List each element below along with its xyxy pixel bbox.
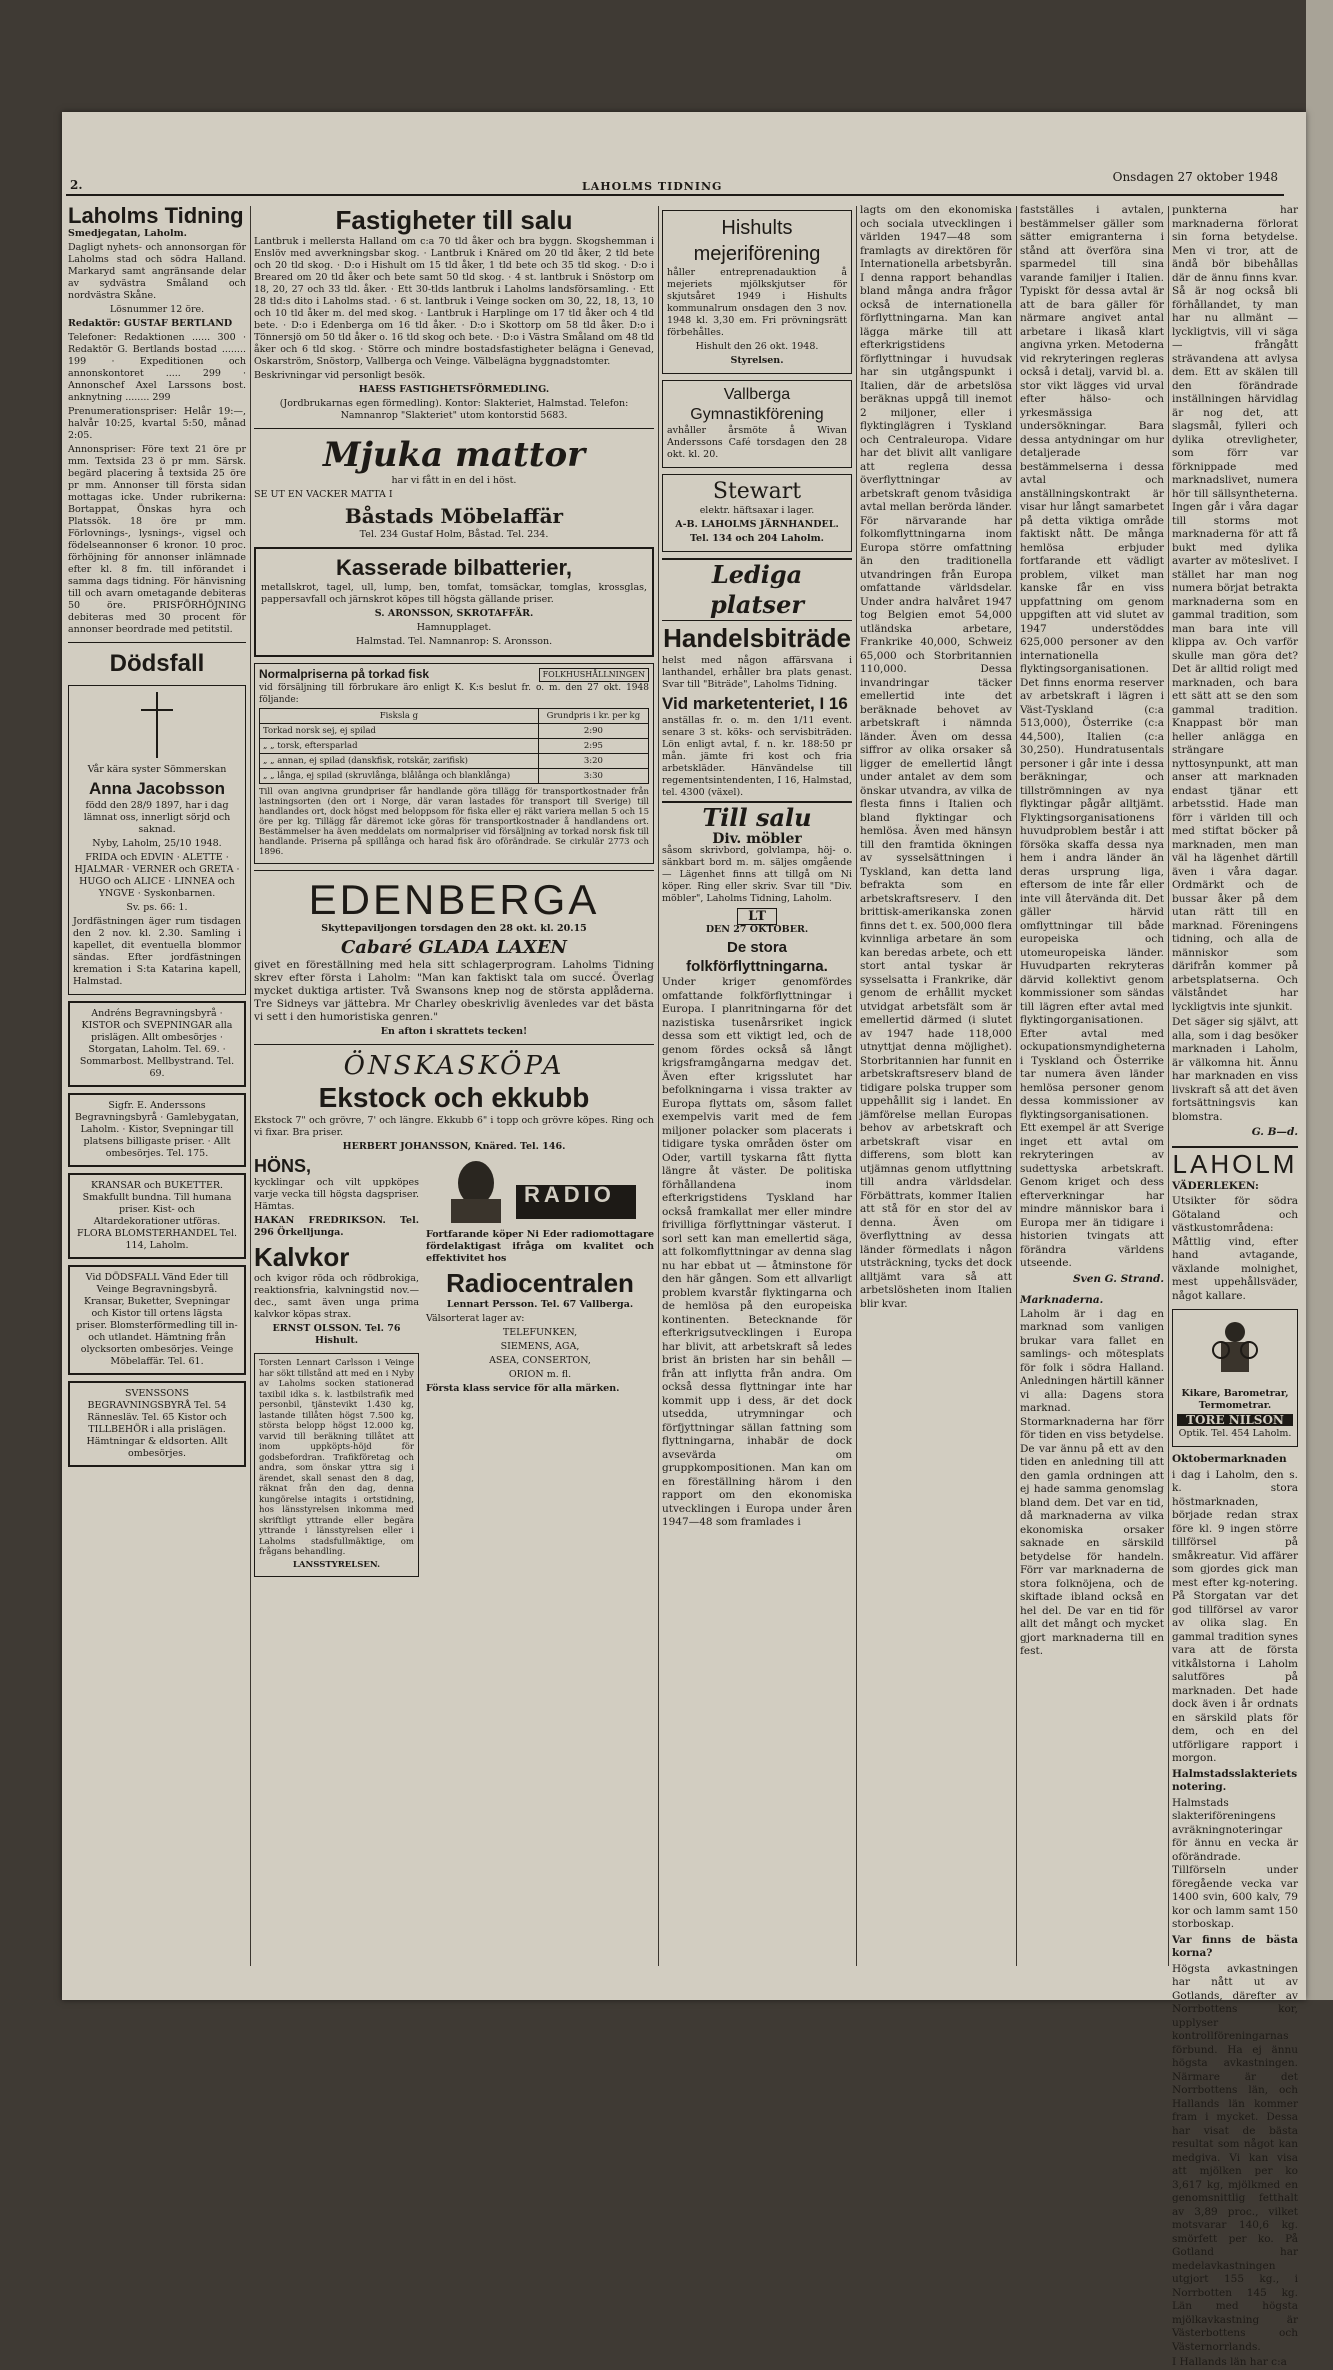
column-divider <box>1016 206 1017 1966</box>
table-row <box>260 724 649 739</box>
table-cell: 3:20 <box>538 754 648 769</box>
october-market-text: i dag i Laholm, den s. k. stora höstmarknaden, började redan strax före kl. 9 ingen större tillförsel på småkreatur. Vid affärer som gjordes gick man mest efter kg-notering. På Storgatan var det god tillförsel av varor av olika slag. En gammal tradition synes vara att de första vitkålstorna i Laholm salutföres på marknaden. Det hade dock även i år ordnats en särskild plats för dem, och en del utförligare rapport i morgon. <box>1172 1468 1298 1764</box>
radio-brand: SIEMENS, AGA, <box>500 1341 580 1352</box>
header-rule <box>66 194 1284 196</box>
real-estate-contact: (Jordbrukarnas egen förmedling). Kontor: Slakteriet, Halmstad. Telefon: Namnanrop "Slakteriet" utom kontorstid 5683. <box>279 398 629 421</box>
masthead-price: Lösnummer 12 öre. <box>109 304 205 315</box>
column-divider <box>1168 206 1169 1966</box>
ads-left <box>254 1155 419 1583</box>
paper-name: LAHOLMS TIDNING <box>582 180 723 193</box>
radio-brands-intro: Välsorterat lager av: <box>426 1313 525 1324</box>
fish-note: Till ovan angivna grundpriser får handlande göra tillägg för transportkostnader från lastningsorten (den ort i Norge, där varan lastades för transport till Sverige) till handlandes ort, dock högst med beloppsom för fiska eller ej räkt variera mellan 5 och 15 öre per kg. Tillägg får däremot icke göras för transportkostnader å handlandens ort. Bestämmelser ha även meddelats om normalpriser vid försäljning av torkad norsk fisk till handlande. Priserna på spillånga och harad fisk äro oförändrade. Se cirkulär 2773 och 1896. <box>259 787 649 857</box>
ad-batteries <box>254 547 654 657</box>
masthead-title: Laholms Tidning <box>68 203 244 228</box>
real-estate-heading: Fastigheter till salu <box>335 205 573 235</box>
ad-veinge: Vid DÖDSFALL Vänd Eder till Veinge Begravningsbyrå. Kransar, Buketter, Svepningar och Kistor till ortens lägsta priser. Blomsterförmedling till in- och utlandet. Hämtning från olycksorten ombesörjes. Veinge Möbelaffär. Tel. 61. <box>68 1265 246 1375</box>
lower-ads <box>254 1155 654 1625</box>
death-psalm: Sv. ps. 66: 1. <box>126 902 188 913</box>
divider <box>254 1044 654 1045</box>
dairy-sign: Styrelsen. <box>730 355 784 366</box>
fish-price-table <box>259 708 649 784</box>
gym-text: avhåller årsmöte å Wivan Anderssons Café torsdagen den 28 okt. kl. 20. <box>667 425 847 460</box>
ad-stewart <box>662 474 852 552</box>
table-cell: „ „ torsk, eftersparlad <box>260 739 539 754</box>
county-notice <box>254 1353 419 1577</box>
shop-assistant-text: helst med någon affärsvana i lanthandel, erhåller bra plats genast. Svar till "Biträde", Laholms Tidning. <box>662 655 852 690</box>
weather-text: Utsikter för södra Götaland och västkustområdena: Måttlig vind, efter hand avtagande, växlande molnighet, mest uppehållsväder, något kallare. <box>1172 1195 1298 1302</box>
rugs-heading: Mjuka mattor <box>322 435 586 475</box>
death-name: Anna Jacobsson <box>88 779 226 798</box>
divider <box>254 428 654 429</box>
wanted-item: Ekstock och ekkubb <box>318 1082 590 1113</box>
fish-price-notice <box>254 663 654 864</box>
wanted-heading: ÖNSKASKÖPA <box>343 1051 565 1081</box>
ad-svenssons: SVENSSONS BEGRAVNINGSBYRÅ Tel. 54 Rännesläv. Tel. 65 Kistor och TILLBEHÖR i alla prislägen. Hämtningar & eldsorten. Allt ombesörjes. <box>68 1381 246 1467</box>
article-signature: Sven G. Strand. <box>1073 1272 1164 1285</box>
column-2 <box>254 204 654 1964</box>
cows-text: Högsta avkastningen har nått ut av Gotlands, därefter av Norrbottens kor, upplyser kontrollföreningarnas förbund. Ha ej ännu högsta avkastningen. Närmare är det Norrbottens län, och Hallands län kommer fram i mycket. Dessa har visat de bästa resultat som något kan medgiva. Vi kan visa att mjölken per ko 3,617 kg, mjölkmed en genomsnittlig fetthalt av 3,89 proc., vilket motsvarar 140,6 kg. smörfett per ko. På Gotland har medelavkastningen utgjort 155 kg., i Norrbotten 145 kg. Län med högsta mjölkavkastning är Västerbottens och Västernorrlands. <box>1172 1962 1298 2353</box>
lt-date: DEN 27 OKTOBER. <box>705 924 809 935</box>
cross-icon <box>137 690 177 760</box>
batteries-addr: Hamnupplaget. <box>416 622 492 633</box>
table-cell: „ „ långa, ej spilad (skruvlånga, blålånga och blanklånga) <box>260 769 539 784</box>
october-market-heading: Oktobermarknaden <box>1172 1453 1287 1465</box>
table-cell: 3:30 <box>538 769 648 784</box>
radio-firm: Radiocentralen <box>446 1268 634 1298</box>
markets-text: Laholm är i dag en marknad som vanligen brukar vara fallet en samlings- och mötesplats för folk i södra Halland. Anledningen härtill känner vi alla: Dagens stora marknad. Stormarknaderna har förr för tiden en viss betydelse. De var ännu på ett av den tiden en anledning till att den gamla ordningen att ej hade samma genomslag bland dem. Det var en tid, då marknaderna av vilka ekonomiska orsaker saknade en särskild betydelse för handeln. Förr var marknaderna de stora folknöjena, och de skiftade ibland också en hel del. De var en tid för allt det mångt och mycket gjort marknaderna till en fest. <box>1020 1307 1164 1657</box>
rugs-sub: har vi fått in en del i höst. <box>391 475 517 486</box>
table-cell: Torkad norsk sej, ej spilad <box>260 724 539 739</box>
optician-contact: Optik. Tel. 454 Laholm. <box>1178 1428 1292 1439</box>
masthead-subscription: Prenumerationspriser: Helår 19:—, halvår 10:25, kvartal 5:50, månad 2:05. <box>68 406 246 441</box>
article-continued: lagts om den ekonomiska och sociala utvecklingen i världen 1947—48 som framlagts av direktören för Internationella arbetsbyrån. I denna rapport behandlas bland många andra frågor också de internationella förflyttningarna. Man kan lägga märke till att efterkrigstidens förflyttningar i huvudsak har sin utgångspunkt i Italien, där de arbetslösa beräknas uppgå till inemot 2 miljoner, eller i flyktinglägren i Tyskland och Centraleuropa. Vidare har det blivit allt vanligare att regleпа dessa överflyttningar av arbetskraft genom tvåsidiga avtal mellan berörda länder. För närvarande har folkomflyttningarna inom Europa större omfattning än den traditionella utvandringen från Europa omfattande världsdelar. Under andra halvåret 1947 tog Belgien emot 54,000 utländska arbetare, Frankrike 40,000, Schweiz 65,000 och Storbritannien 110,000. Dessa invandringar täcker emellertid inte det beräknade behovet av arbetskraft i nämnda länder. Även om dessa siffror av olika orsaker så ligger de emellertid långt under antalet av dem som önskar utvandra, av vilka de flesta finns i Italien och bland flyktingar och hemlösa. Även med hänsyn till den framtida ökningen av sysselsättningen i Tyskland, kan detta land befrakta som en arbetskraftsreserv. I den brittisk-amerikanska zonen finns det t. ex. 500,000 flera kvinnliga arbetare än som kan beredas arbete, och ett stort antal tyskar är sysselsatta i Frankrike, där genom de erhållit mycket utvidgat arbetsfält som är emellertid därmed (i slutet av 1947 hade 118,000 utnyttjat denna möjlighet). Storbritannien har funnit en arbetskraftsreserv bland de tidigare polska trupper som uppehållit sig i landet. En jämförelse mellan Europas behov av arbetskraft och arbetskraft visar en differens, som blott kan utjämnas genom utflyttning till andra världsdelar. Förbättrats, kommer Italien att stå för en stor del av denna. Även om överflyttning av dessa länder förmedlats i någon utsträckning, tycks det dock alltjämt vara så att arbetslösheten inom Italien blir kvar. <box>860 204 1012 1310</box>
death-notice <box>68 685 246 995</box>
furniture-heading: Div. möbler <box>712 831 802 847</box>
weather-heading: VÄDERLEKEN: <box>1172 1179 1259 1192</box>
death-intro: Vår kära syster Sömmerskan <box>87 764 227 775</box>
dairy-heading: Hishults mejeriförening <box>693 217 821 265</box>
death-burial: Jordfästningen äger rum tisdagen den 2 nov. kl. 2.30. Samling i kapellet, dit eventuella blommor sändas. Efter jordfästningen kremation i S:ta Katarina kapell, Halmstad. <box>73 916 241 987</box>
column-6 <box>1172 204 1298 2368</box>
column-3 <box>662 204 852 1964</box>
edenberga-heading: EDENBERGA <box>308 876 600 923</box>
issue-date: Onsdagen 27 oktober 1948 <box>1112 170 1278 184</box>
radio-service: Första klass service för alla märken. <box>426 1383 620 1394</box>
county-text: Torsten Lennart Carlsson i Veinge har sökt tillstånd att med en i Nyby av Laholms socken stationerad taxibil idka s. k. lastbilstrafik med personbil, tjänstevikt 1.430 kg, lastande tillåten högst 7.500 kg, största belopp högst 12.000 kg, varvid till beräkning tillåtet att inom uppköpts-höjd för godsbefordran. Trafikföretag och andra, som önskar yttra sig i ärendet, skall senast den 8 dag, räknat från den dag, denna kungörelse intagits i ortstidning, hos länsstyrelsen inkomma med skriftligt yttrande eller begära yttrande i länsstyrelsen eller i Laholms stadsfullmäktige, om frågans behandling. <box>259 1358 414 1557</box>
column-divider <box>250 206 251 1966</box>
rugs-line: SE UT EN VACKER MATTA I <box>254 489 393 500</box>
newspaper-page <box>62 112 1306 2368</box>
fish-badge: FOLKHUSHÅLLNINGEN <box>539 668 649 682</box>
death-text: född den 28/9 1897, har i dag lämnat oss, innerligt sörjd och saknad. <box>83 800 231 835</box>
batteries-heading: Kasserade bilbatterier, <box>335 555 572 580</box>
dairy-text: håller entreprenadauktion å mejeriets mjölkskjutser för skjutsåret 1949 i Hishults kommunalrum onsdagen den 3 nov. 1948 kl. 3,30 em. Fri prövningsrätt förbehålles. <box>667 267 847 338</box>
cows-text-2: I Hallands län har c:a <box>1172 2356 1287 2368</box>
table-cell: 2:90 <box>538 724 648 739</box>
ad-flora: KRANSAR och BUKETTER. Smakfullt bundna. Till humana priser. Kist- och Altardekorationer utföras. FLORA BLOMSTERHANDEL Tel. 114, Laholm. <box>68 1173 246 1259</box>
canteen-text: anställas fr. o. m. den 1/11 event. senare 3 st. köks- och servisbiträden. Lön enligt avtal, f. n. kr. 188:50 pr mån. jämte fri kost och fria arbetskläder. Hänvändelse till regementsintendenten, I 16, Halmstad, tel. 4300 (växel). <box>662 715 852 798</box>
deaths-heading: Dödsfall <box>109 650 205 677</box>
radio-brand: ORION m. fl. <box>508 1369 572 1380</box>
death-family: FRIDA och EDVIN · ALETTE · HJALMAR · VERNER och GRETA · HUGO och ALICE · LINNEA och YNGVE · Syskonbarnen. <box>74 852 240 899</box>
optician-firm: TORE NILSON <box>1177 1414 1293 1426</box>
batteries-contact: Halmstad. Tel. Namnanrop: S. Aronsson. <box>355 636 553 647</box>
ad-dairy <box>662 210 852 374</box>
fish-heading: Normalpriserna på torkad fisk <box>259 667 430 681</box>
page-number: 2. <box>70 178 83 192</box>
table-header-cell: Fisksla g <box>260 709 539 724</box>
column-5 <box>1020 204 1164 1964</box>
ad-optician <box>1172 1309 1298 1447</box>
markets-heading: Marknaderna. <box>1020 1294 1104 1306</box>
stewart-heading: Stewart <box>712 479 802 504</box>
masthead-phones: Telefoner: Redaktionen ...... 300 · Redaktör G. Bertlands bostad ........ 199 · Expeditionen och annonskontoret ..... 299 · Annonschef Axel Larssons bost. anknytning ........ 299 <box>68 332 246 403</box>
masthead-ad-prices: Annonspriser: Före text 21 öre pr mm. Textsida 23 ö pr mm. Särsk. begärd placering å textsida 25 öre pr mm. Annonser till första sidan mottagas icke. Under rubrikerna: Bortappat, Önskas hyra och Platssök. 18 öre pr mm. Förlovnings-, lysnings-, vigsel och födelseannonser 6 kronor. 10 proc. förhöjning för annonser inlämnade efter kl. 8 fm. till införandet i samma dags tidning. För hänvisning till och avarn ometagande debiteras 50 öre. PRISFÖRHÖJNING debiteras med 30 procent för annonser beordrade med petitstil. <box>68 444 246 635</box>
ad-anderssons: Sigfr. E. Anderssons Begravningsbyrå · Gamlebygatan, Laholm. · Kistor, Svepningar till platsens billigaste priser. · Allt ombesörjes. Tel. 175. <box>68 1093 246 1167</box>
wanted-text: Ekstock 7" och grövre, 7' och längre. Ekkubb 6" i topp och grövre köpes. Ring och vi fixar. Bra priser. <box>254 1115 654 1138</box>
dairy-date: Hishult den 26 okt. 1948. <box>695 341 819 352</box>
table-row <box>260 739 649 754</box>
real-estate-firm: HAESS FASTIGHETSFÖRMEDLING. <box>358 384 550 395</box>
edenberga-foot: En afton i skrattets tecken! <box>380 1026 528 1037</box>
shop-assistant-heading: Handelsbiträde <box>663 623 851 653</box>
stewart-contact: Tel. 134 och 204 Laholm. <box>690 533 824 544</box>
edenberga-show: Cabaré GLADA LAXEN <box>340 937 568 958</box>
masthead-address: Smedjegatan, Laholm. <box>68 228 187 239</box>
canteen-heading: Vid marketenteriet, I 16 <box>662 694 848 713</box>
edenberga-text: givet en föreställning med hela sitt schlagerprogram. Laholms Tidning skrev efter första i Laholm: "Man kan faktiskt tala om succé. Överlag mycket duktiga artister. Två Swansons knep nog de största applåderna. Tre Sidneys var jättebra. Mr Charley obeskrivlig ävenledes var det bästa vi sett i den humoristiska genren." <box>254 959 654 1023</box>
hens-firm: HAKAN FREDRIKSON. Tel. 296 Örkelljunga. <box>254 1215 419 1238</box>
column-divider <box>658 206 659 1966</box>
real-estate-note: Beskrivningar vid personligt besök. <box>254 370 426 381</box>
radio-word: RADIO <box>524 1182 615 1207</box>
batteries-firm: S. ARONSSON, SKROTAFFÄR. <box>374 608 534 619</box>
death-place: Nyby, Laholm, 25/10 1948. <box>92 838 222 849</box>
column-divider <box>856 206 857 1966</box>
batteries-text: metallskrot, tagel, ull, lump, ben, tomfat, tomsäckar, tomglas, krossglas, pappersavfall och järnskrot köpes till högsta gällande priser. <box>261 582 647 605</box>
lt-badge-wrap <box>662 911 852 924</box>
column-4 <box>860 204 1012 1964</box>
ad-andrens: Andréns Begravningsbyrå · KISTOR och SVEPNINGAR alla prislägen. Allt ombesörjes · Storgatan, Laholm. Tel. 69. · Sommarbost. Mellbystrand. Tel. 69. <box>68 1001 246 1087</box>
real-estate-list: Lantbruk i mellersta Halland om c:a 70 tld åker och bra byggn. Skogshemman i Enslöv med avverkningsbar skog. · Lantbruk i Knäred om 20 tld åker, 2 tld bete och 20 tld skog. · D:o i Hishult om 15 tld åker, 1 tld bete och 35 tld skog. · D:o i Breared om 20 tld åker och bete samt 50 tld skog. · 4 st. lantbruk i Snöstorp om 18, 20, 27 och 33 tld. åker. · Ett 30-tlds lantbruk i Laholms landsförsamling. · Ett 28 tld:s dito i Laholms stad. · 6 st. lantbruk i Veinge socken om 30, 22, 18, 13, 10 och 10 tld åker m. del med skog. · Lantbruk i Harplinge om 17 tld åker och 4 tld bete. · D:o i Edenberga om 16 tld åker. · D:o i Skottorp om 58 tld åker. D:o i Tönnersjö om 50 tld åker o. 16 tld skog och bete. · D:o i Västra Småland om 48 tld åker och 6 tld skog. · Större och mindre bostadsfastigheter belägna i Genevad, Oskarström, Snöstorp, Vallberga och Veinge. Välbelägna byggnadstomter. <box>254 236 654 367</box>
wanted-firm: HERBERT JOHANSSON, Knäred. Tel. 146. <box>342 1141 566 1152</box>
article-text: Under krigет genomfördes omfattande folkförflyttningar i Europa. I planritningarna för det nazistiska tusenårsriket ingick dessa som ett viktigt led, och de genom fördes också så långt krigsframgångarna medgav det. Även efter krigsslutet har befolkningarna i vissa trakter av Europa flyttats om, såsom fallet exempelvis varit med de fem miljoner polacker som placerats i tidigare tyska områden öster om Oder, vartill tyskarna fått flytta längre åt väster. De politiska förhållandena inom efterkrigstidens Tyskland har också framkallat mer eller mindre frivilliga förflyttningar västerut. I sorl sett kan man emellertid säga, att folkomflyttningar av denna slag nu har ebbat ut — åtminstone för den här gången. Som ett allvarligt problem kvarstår flyktingarna och de hemlösa på den europeiska kontinenten. Betecknande för efterkrigsutvecklingen i Europa har blivit, att arbetskraft så ledes brist än bristen har sin behåll — från att inflytta från andra. Om också dessa flyttningar inte har kommit upp i dess, är det dock utsedda, utrymningar och förfjyttningar sällan fattning som flyttningarna, inhabär de dock avsevärda om gruppkompositionen. Man kan om en föreställning härom i den rapport om den ekonomiska utvecklingen i Europa under åren 1947—48 som framlades i <box>662 976 852 1528</box>
lt-badge: LT <box>737 908 777 925</box>
radio-brand: ASEA, CONSERTON, <box>489 1355 591 1366</box>
jobs-heading: Lediga platser <box>662 558 852 621</box>
calves-text: och kvigor röda och rödbrokiga, reaktionsfria, kalvningstid nov.—dec., samt även unga prima kalvkor köpas strax. <box>254 1273 419 1320</box>
table-cell: 2:95 <box>538 739 648 754</box>
radio-brand: TELEFUNKEN, <box>502 1327 578 1338</box>
laholm-heading: LAHOLM <box>1172 1146 1298 1180</box>
divider <box>254 870 654 871</box>
masthead-info: Dagligt nyhets- och annonsorgan för Laholms stad och södra Halland. Markaryd samt angränsande delar av sydvästra Småland och nordvästra Skåne. <box>68 242 246 301</box>
optician-sub: Kikare, Barometrar, Termometrar. <box>1181 1388 1289 1411</box>
fish-intro: vid försäljning till förbrukare äro enligt K. K:s beslut fr. o. m. den 27 okt. 1948 följande: <box>259 683 649 705</box>
table-cell: „ „ annan, ej spilad (danskfisk, rotskär, zarifisk) <box>260 754 539 769</box>
article-heading: De stora folkförflyttningarna. <box>686 939 828 975</box>
for-sale-heading: Till salu <box>662 801 852 833</box>
table-header-row <box>260 709 649 724</box>
table-header-cell: Grundpris i kr. per kg <box>538 709 648 724</box>
masthead-editor: Redaktör: GUSTAF BERTLAND <box>68 318 233 329</box>
furniture-text: såsom skrivbord, golvlampa, höj- o. sänkbart bord m. m. säljes omgående — Lägenhet finns att tillgå om Ni köper. Ring eller skriv. Svar till "Div. möbler", Laholms Tidning, Laholm. <box>662 845 852 904</box>
radio-text: Fortfarande köper Ni Eder radiomottagare fördelaktigast ifråga om kvalitet och effektivitet hos <box>426 1229 654 1264</box>
slaughter-heading: Halmstadsslakteriets notering. <box>1172 1767 1298 1793</box>
markets-continued: punkterna har marknaderna förlorat sin forna betydelse. Men vi tror, att de ändå bör bibehållas där de ännu finns kvar. Så är nog också bli förhållandet, ty man har nu allmänt — lyckligtvis, vill vi säga — frångått strävandena att avlysa dem. Ett av skälen till den förändrade inställningen härvidlag är nog det, att slagsmål, fylleri och dylika otrevligheter, som förr var förknippade med marknadslivet, numera hör till sällsyntheterna. Ingen går i våra dagar till storms mot marknaderna för att få bukt med dylika avarter av möteslivet. I stället har man nog numera börjat betrakta marknaderna som en gammal tradition, som man bara inte vill klippa av. Och varför skulle man göra det? Det är alltid roligt med marknaden, och bara ett sätt att se den som gammal tradition. Knappast bör man heller anlägga en strängare nyttosynpunkt, att man anser att marknaden endast tjänar ett arbetsstid. Hade man förr i världen till och med stiftat böcker på marknaden, men man väl ha lägenhet därtill även i våra dagar. Ordmärkt och de bussar åker på dem utan rätt till en marknad. Föreningens tidning, och alla de människor som därifrån kommer på arbetsplatserna. Och välståndet har lyckligtvis inte sjunkit. <box>1172 204 1298 1013</box>
calves-firm: ERNST OLSSON. Tel. 76 Hishult. <box>272 1323 401 1346</box>
binoculars-illustration-icon <box>1185 1314 1285 1384</box>
article-continued: fastställes i avtalen, bestämmelser gäller som sätter emigranterna i stånd att överföra sina sparmedel till sina varande familjer i Italien. Typiskt för dessa avtal är att de bara gäller för närmare angivet antal arbetare i likaså klart angivna yrken. Metoderna vid rekryteringen regleras också i detalj, varvid bl. a. stor vikt lägges vid urval efter hälso- och yrkesmässiga undersökningar. Bara dessa antydningar om hur detaljerade bestämmelserna i dessa avtal och anställningskontrakt är visar hur långt samarbetet på detta viktiga område faktiskt nått. De många hemlösa erbjuder fortfarande ett vädligt problem, vilket man kanske får en viss uppfattning om genom uppgiften att vid slutet av 1947 understöddes 625,000 personer av den internationella flyktingsorganisationen. Det finns enorma reserver av arbetskraft i lägren i Väst-Tyskland (c:a 513,000), Österrike (c:a 44,500), Italien (c:a 30,250). Hundratusentals personer i går inte i dessa beräkningar, och tillströmningen av nya flyktingar pågår alltjämt. Flyktingsorganisationens huvudproblem består i att försöka skaffa dessa nya hem i andra länder än deras ursprung liga, eftersom de inte får eller inte vill återvända dit. Det gäller härvid omflyttningar till både europeiska och utomeuropeiska länder. Huvudparten rekryteras därvid kollektivt genom kommissioner som sändas till lägren efter avtal med flyktingorganisationen. Efter avtal med ockupationsmyndigheterna i Tyskland och Österrike tar numera även länder hemlösa personer genom dessa kommissioner av flyktingsorganisationen. Ett exempel är att Sverige inget ett avtal om rekryteringen av sudettyska arbetskraft. Genom kriget och dess efterverkningar har mindre människor bara i Europa mer än tidigare i historien tvingats att förändra världens utseende. <box>1020 204 1166 1269</box>
hens-heading: HÖNS, <box>254 1156 312 1176</box>
gym-heading: Vallberga Gymnastikförening <box>690 386 824 423</box>
edenberga-sub: Skyttepaviljongen torsdagen den 28 okt. kl. 20.15 <box>321 923 587 934</box>
markets-signature: G. B—d. <box>1251 1126 1298 1138</box>
cows-heading: Var finns de bästa korna? <box>1172 1933 1298 1959</box>
stewart-sub: elektr. häftsaxar i lager. <box>699 505 815 516</box>
ad-gym <box>662 380 852 468</box>
calves-heading: Kalvkor <box>254 1242 350 1272</box>
radio-owner: Lennart Persson. Tel. 67 Vallberga. <box>446 1299 634 1310</box>
slaughter-text: Halmstads slakteriföreningens avräkningnoteringar för ännu en vecka är oförändrade. Tillförseln under föregående vecka var 1400 svin, 600 kalv, 79 kor och lamm samt 150 storboskap. <box>1172 1796 1298 1930</box>
adjacent-page-strip <box>1306 0 1333 2000</box>
stewart-firm: A-B. LAHOLMS JÄRNHANDEL. <box>675 519 839 530</box>
markets-continued-2: Det säger sig självt, att alla, som i dag besöker marknaden i Laholm, är välkomna hit. Ännu har marknaden en viss livskraft så att det även fortsättningsvis kan blomstra. <box>1172 1016 1298 1123</box>
ad-radio <box>426 1155 654 1397</box>
rugs-firm: Båstads Möbelaffär <box>344 504 564 528</box>
table-row <box>260 769 649 784</box>
hens-text: kycklingar och vilt uppköpes varje vecka till högsta dagspriser. Hämtas. <box>254 1177 419 1212</box>
county-sign: LANSSTYRELSEN. <box>292 1559 381 1570</box>
rugs-contact: Tel. 234 Gustaf Holm, Båstad. Tel. 234. <box>359 529 549 540</box>
divider <box>68 642 246 643</box>
table-row <box>260 754 649 769</box>
column-1 <box>68 204 246 1964</box>
